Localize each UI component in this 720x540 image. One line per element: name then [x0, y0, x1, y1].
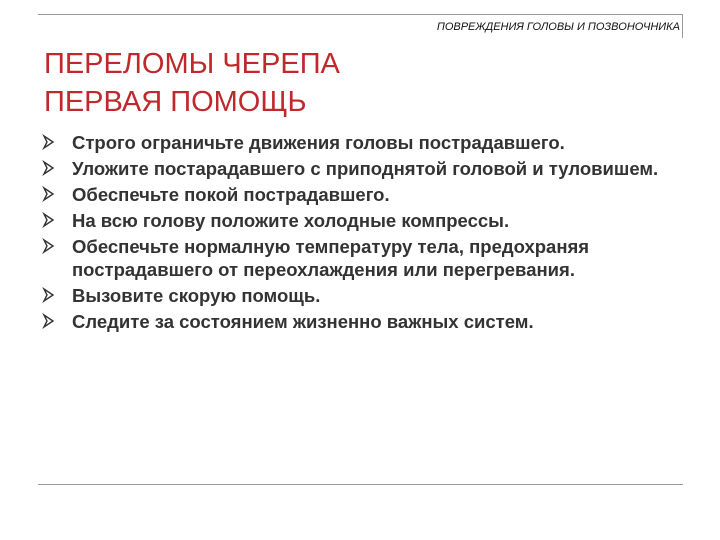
arrow-bullet-icon: [42, 212, 56, 228]
arrow-bullet-icon: [42, 160, 56, 176]
list-item-text: Уложите постарадавшего с приподнятой головой и туловишем.: [72, 158, 659, 179]
bottom-divider: [38, 484, 683, 485]
list-item: [42, 131, 682, 154]
arrow-bullet-icon: [42, 186, 56, 202]
list-item-text: Обеспечьте нормалную температуру тела, предохраняя пострадавшего от переохлаждения или перегревания.: [72, 236, 590, 280]
list-item-text: На всю голову положите холодные компрессы.: [72, 210, 510, 231]
list-item-text: Следите за состоянием жизненно важных систем.: [72, 311, 534, 332]
list-item: [42, 157, 682, 180]
section-header: ПОВРЕЖДЕНИЯ ГОЛОВЫ И ПОЗВОНОЧНИКА: [436, 21, 680, 33]
list-item-text: Вызовите скорую помощь.: [72, 285, 321, 306]
list-item: [42, 310, 682, 333]
arrow-bullet-icon: [42, 287, 56, 303]
arrow-bullet-icon: [42, 238, 56, 254]
arrow-bullet-icon: [42, 134, 56, 150]
list-item-text: Строго ограничьте движения головы пострадавшего.: [72, 132, 565, 153]
title-line-2: ПЕРВАЯ ПОМОЩЬ: [44, 86, 307, 118]
title-line-1: ПЕРЕЛОМЫ ЧЕРЕПА: [44, 48, 340, 80]
slide-title: [44, 45, 340, 121]
first-aid-list: [42, 131, 682, 336]
list-item: [42, 209, 682, 232]
arrow-bullet-icon: [42, 313, 56, 329]
list-item: [42, 284, 682, 307]
list-item-text: Обеспечьте покой пострадавшего.: [72, 184, 390, 205]
list-item: [42, 183, 682, 206]
top-divider: [38, 14, 683, 15]
right-divider: [682, 14, 683, 38]
list-item: [42, 235, 682, 281]
